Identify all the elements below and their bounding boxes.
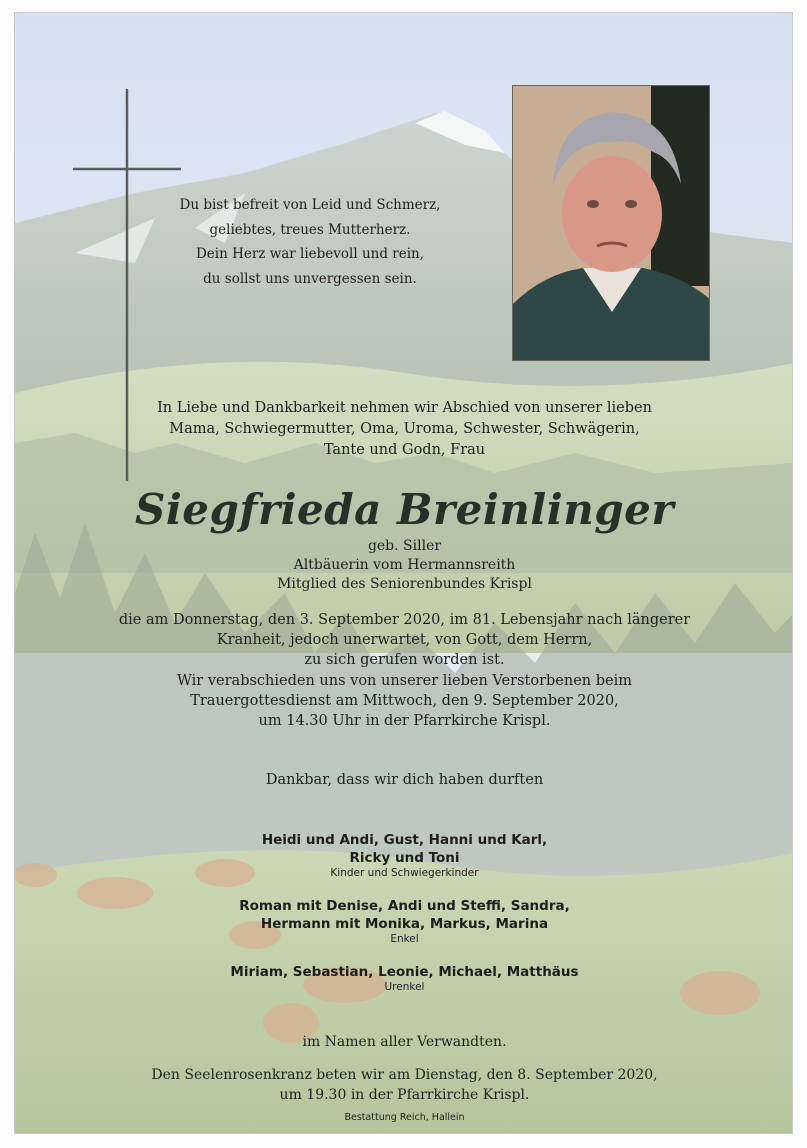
intro-text bbox=[15, 398, 793, 461]
portrait-photo bbox=[512, 85, 710, 361]
death-line: die am Donnerstag, den 3. September 2020, im 81. Lebensjahr nach längerer bbox=[118, 612, 691, 628]
family-names: Ricky und Toni bbox=[349, 850, 460, 866]
verse-line: Du bist befreit von Leid und Schmerz, bbox=[179, 197, 441, 213]
family-names: Hermann mit Monika, Markus, Marina bbox=[260, 916, 549, 932]
death-notice bbox=[15, 610, 793, 670]
verse-line: geliebtes, treues Mutterherz. bbox=[209, 221, 411, 238]
funeral-home: Bestattung Reich, Hallein bbox=[344, 1112, 465, 1123]
rosary-notice bbox=[15, 1065, 793, 1105]
service-notice bbox=[15, 671, 793, 731]
family-group-great-grandchildren bbox=[15, 963, 793, 981]
deceased-details bbox=[15, 537, 793, 594]
rosary-line: um 19.30 in der Pfarrkirche Krispl. bbox=[279, 1087, 530, 1103]
service-line: Trauergottesdienst am Mittwoch, den 9. September 2020, bbox=[190, 693, 619, 709]
verse-line: du sollst uns unvergessen sein. bbox=[203, 270, 417, 287]
family-names: Heidi und Andi, Gust, Hanni und Karl, bbox=[261, 832, 548, 848]
service-line: Wir verabschieden uns von unserer lieben Verstorbenen beim bbox=[177, 673, 632, 689]
intro-line: In Liebe und Dankbarkeit nehmen wir Abschied von unserer lieben bbox=[157, 400, 652, 416]
deceased-name: Siegfrieda Breinlinger bbox=[135, 485, 674, 534]
intro-line: Mama, Schwiegermutter, Oma, Uroma, Schwester, Schwägerin, bbox=[169, 421, 640, 437]
detail-line: Altbäuerin vom Hermannsreith bbox=[293, 557, 516, 573]
family-relation: Kinder und Schwiegerkinder bbox=[330, 867, 479, 879]
closing-text: im Namen aller Verwandten. bbox=[302, 1034, 507, 1050]
death-line: zu sich gerufen worden ist. bbox=[304, 652, 505, 668]
obituary-card bbox=[14, 12, 793, 1134]
family-relation: Urenkel bbox=[384, 981, 425, 993]
family-relation: Enkel bbox=[390, 933, 419, 945]
family-names: Miriam, Sebastian, Leonie, Michael, Matthäus bbox=[230, 964, 579, 980]
detail-line: Mitglied des Seniorenbundes Krispl bbox=[277, 576, 532, 592]
memorial-verse bbox=[175, 193, 445, 291]
intro-line: Tante und Godn, Frau bbox=[323, 442, 486, 458]
thanks-text: Dankbar, dass wir dich haben durften bbox=[265, 772, 544, 788]
death-line: Kranheit, jedoch unerwartet, von Gott, dem Herrn, bbox=[216, 632, 593, 648]
rosary-line: Den Seelenrosenkranz beten wir am Dienstag, den 8. September 2020, bbox=[151, 1067, 658, 1083]
service-line: um 14.30 Uhr in der Pfarrkirche Krispl. bbox=[258, 713, 551, 729]
family-group-grandchildren bbox=[15, 897, 793, 933]
family-names: Roman mit Denise, Andi und Steffi, Sandra, bbox=[239, 898, 570, 914]
verse-line: Dein Herz war liebevoll und rein, bbox=[195, 246, 425, 262]
family-group-children bbox=[15, 831, 793, 867]
detail-line: geb. Siller bbox=[367, 538, 442, 554]
